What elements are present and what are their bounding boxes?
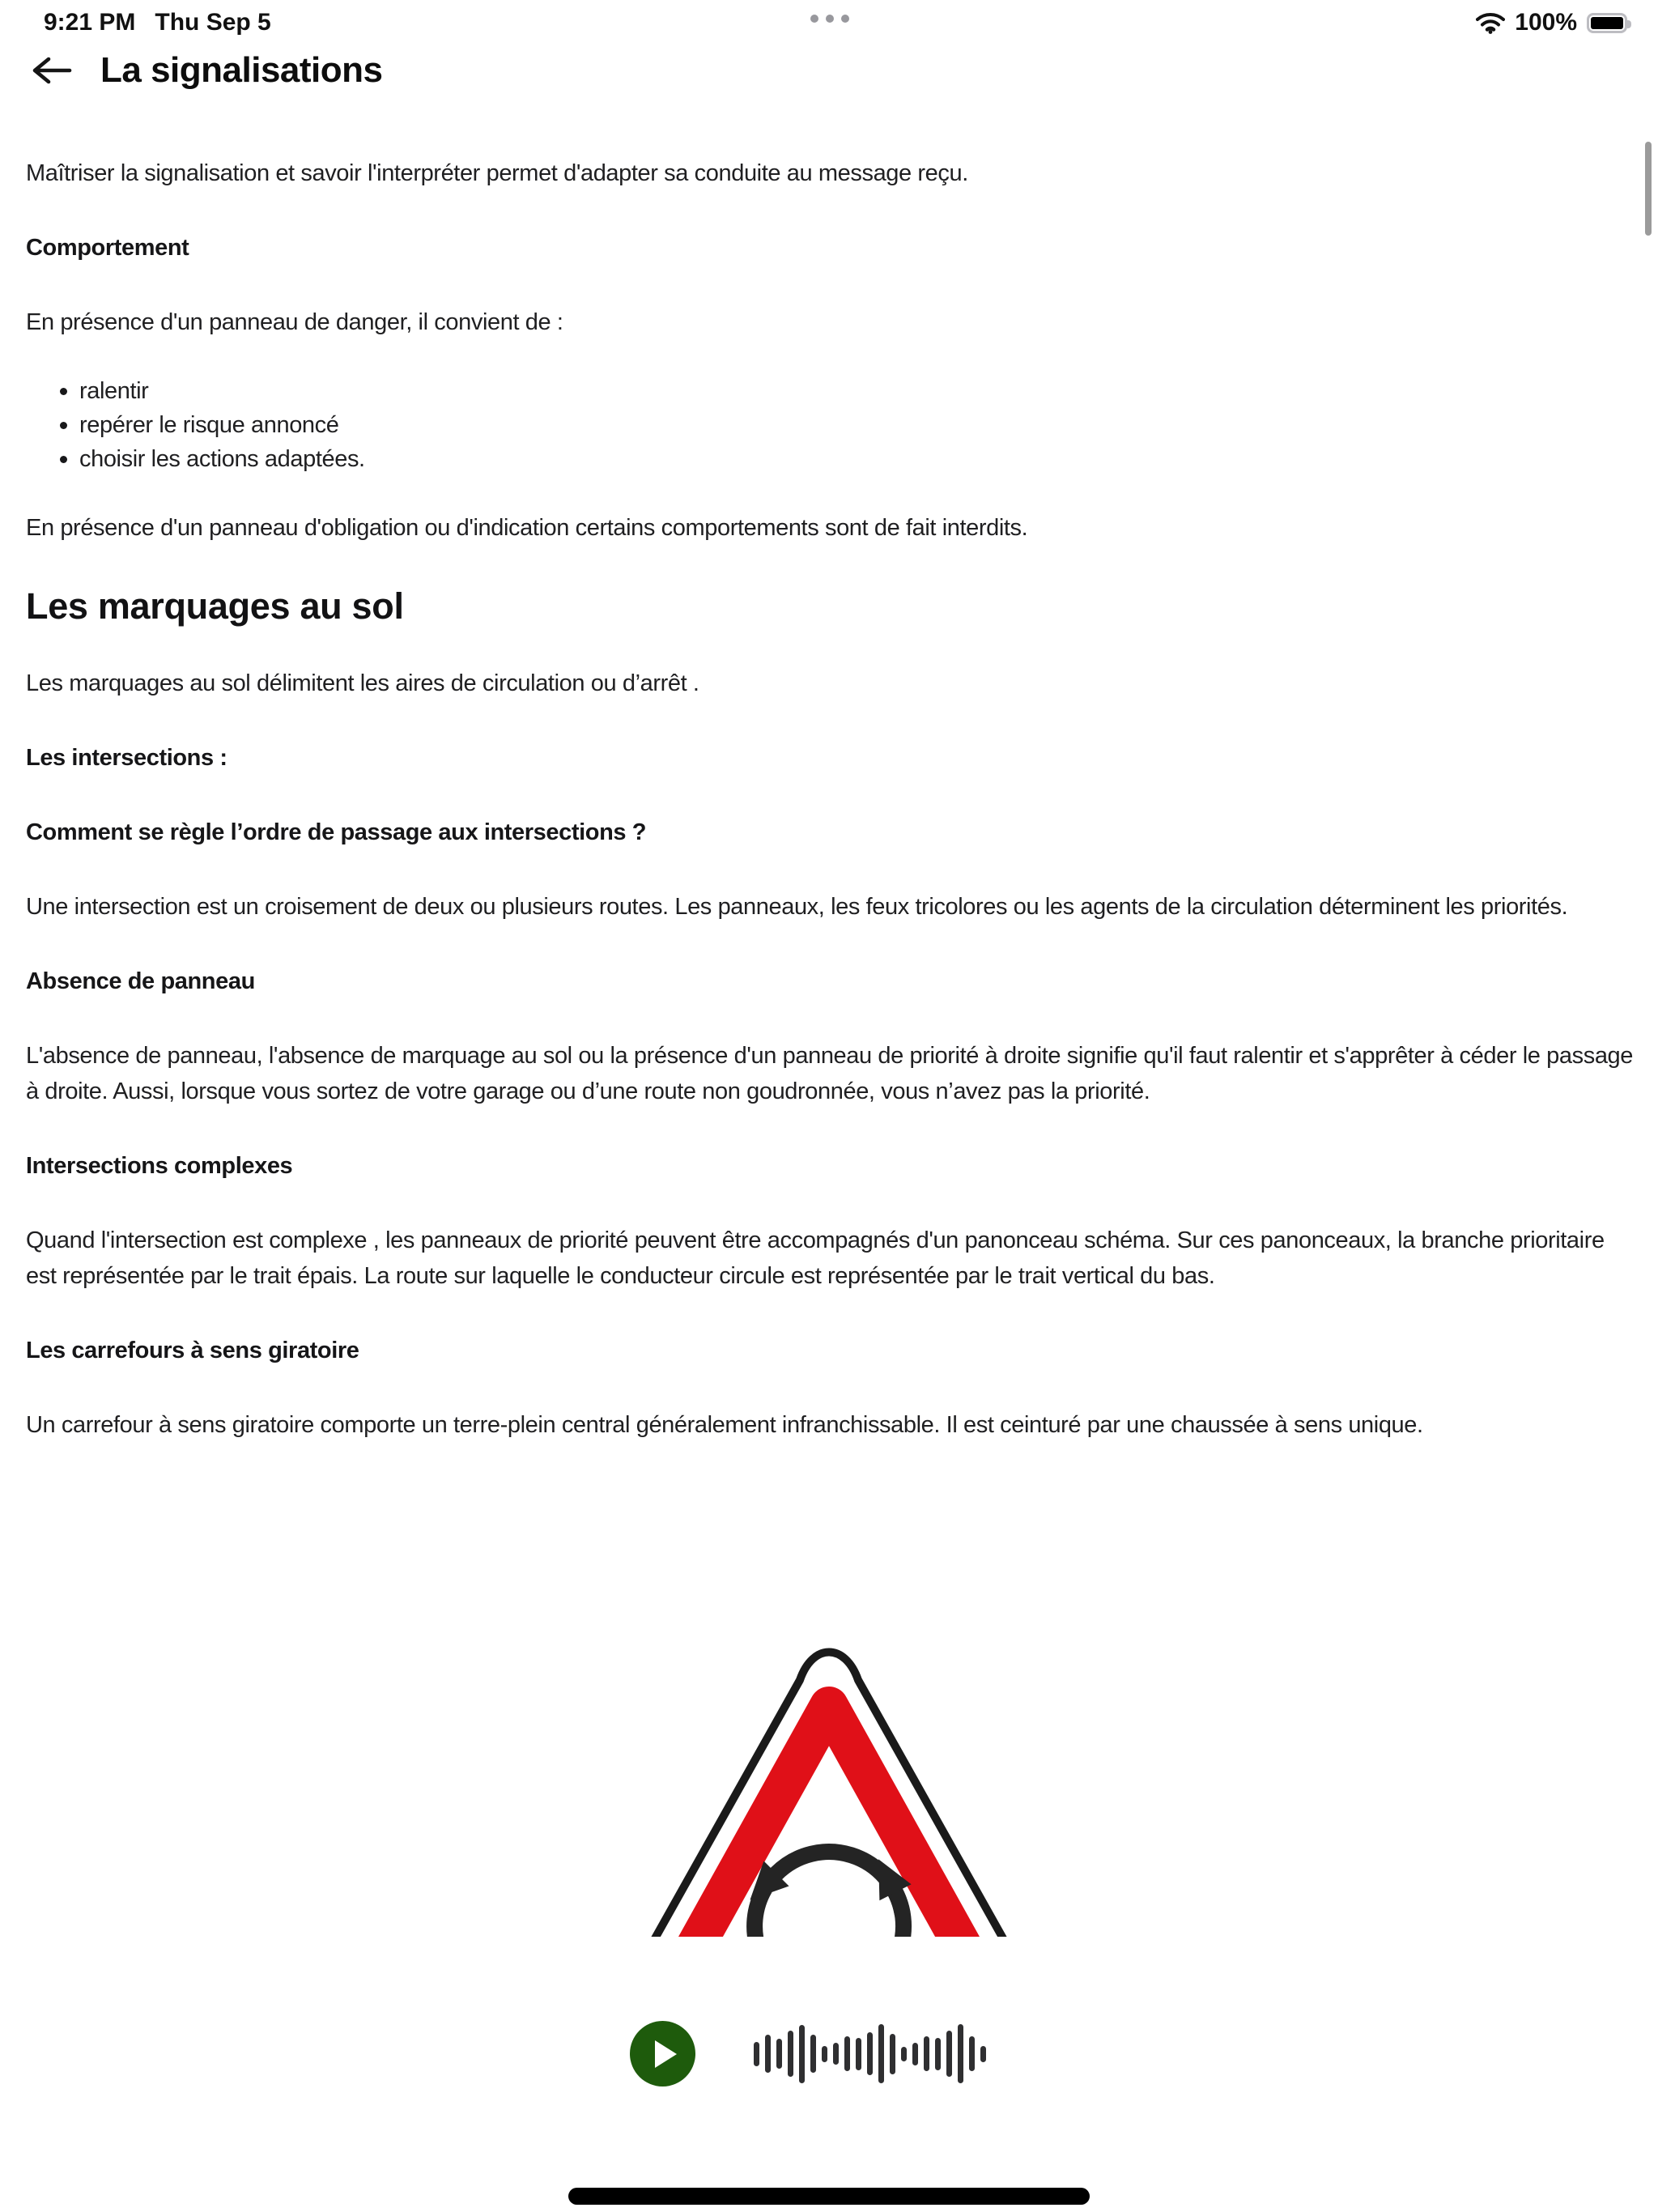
list-item-label: repérer le risque annoncé xyxy=(79,412,339,438)
waveform-bar xyxy=(844,2036,850,2071)
list-item-label: ralentir xyxy=(79,378,149,404)
paragraph-absence-panneau: L'absence de panneau, l'absence de marquage au sol ou la présence d'un panneau de priorité à droite signifie qu'il faut ralentir et s'apprêter à céder le passage à droite. Aussi, lorsque vous sortez de votre garage ou d’une route non goudronnée, vous n’avez pas la priorité. xyxy=(26,1043,1634,1104)
waveform-bar xyxy=(912,2043,918,2065)
heading-ordre-passage: Comment se règle l’ordre de passage aux intersections ? xyxy=(26,819,647,845)
paragraph-intersections-complexes: Quand l'intersection est complexe , les panneaux de priorité peuvent être accompagnés d'un panonceau schéma. Sur ces panonceaux, la branche prioritaire est représentée par le trait épais. La route sur laquelle le conducteur circule est représentée par le trait vertical du bas. xyxy=(26,1227,1605,1289)
article-body xyxy=(26,155,1635,1482)
list-item-label: choisir les actions adaptées. xyxy=(79,446,365,472)
back-arrow-icon xyxy=(29,53,74,88)
waveform-bar xyxy=(788,2031,793,2077)
waveform-bar xyxy=(878,2024,884,2083)
paragraph-intersection: Une intersection est un croisement de deux ou plusieurs routes. Les panneaux, les feux tricolores ou les agents de la circulation déterminent les priorités. xyxy=(26,894,1568,920)
bullet-dot xyxy=(60,422,67,429)
paragraph-obligation: En présence d'un panneau d'obligation ou d'indication certains comportements sont de fait interdits. xyxy=(26,515,1028,541)
waveform-bar xyxy=(946,2031,952,2077)
page-title: La signalisations xyxy=(100,50,383,90)
back-button[interactable] xyxy=(29,51,76,90)
list-item xyxy=(60,442,1635,476)
heading-marquages: Les marquages au sol xyxy=(26,585,404,627)
waveform-bar xyxy=(969,2036,975,2071)
scrollbar-thumb[interactable] xyxy=(1645,142,1652,236)
page-header xyxy=(29,50,382,91)
heading-carrefours-giratoire: Les carrefours à sens giratoire xyxy=(26,1338,359,1363)
waveform-bar xyxy=(856,2038,861,2070)
battery-percent-label: 100% xyxy=(1515,9,1577,36)
paragraph-marquages: Les marquages au sol délimitent les aires de circulation ou d’arrêt . xyxy=(26,670,699,696)
waveform-bar xyxy=(765,2035,771,2073)
waveform-bar xyxy=(980,2046,986,2062)
waveform-bar xyxy=(810,2035,816,2073)
multitasking-indicator[interactable] xyxy=(810,15,849,23)
waveform-bar xyxy=(958,2024,963,2083)
bullet-dot xyxy=(60,456,67,463)
waveform-bar xyxy=(867,2032,873,2075)
waveform-bar xyxy=(935,2038,941,2070)
battery-icon xyxy=(1587,13,1627,33)
heading-intersections: Les intersections : xyxy=(26,745,227,771)
warning-triangle-graphic xyxy=(619,1631,1039,1937)
waveform-bar xyxy=(833,2043,839,2065)
home-indicator[interactable] xyxy=(568,2188,1090,2205)
waveform-bar xyxy=(890,2034,895,2074)
heading-absence-panneau: Absence de panneau xyxy=(26,968,255,994)
waveform-bar xyxy=(776,2039,782,2069)
clock-label: 9:21 PM xyxy=(44,9,136,36)
wifi-icon xyxy=(1476,12,1505,34)
danger-bullet-list xyxy=(26,374,1635,476)
play-button[interactable] xyxy=(630,2021,695,2087)
waveform-bar xyxy=(901,2047,907,2061)
list-item xyxy=(60,374,1635,408)
heading-intersections-complexes: Intersections complexes xyxy=(26,1153,293,1179)
bullet-dot xyxy=(60,388,67,395)
roundabout-warning-sign-image xyxy=(619,1631,1039,1937)
waveform-bar xyxy=(799,2025,805,2083)
date-label: Thu Sep 5 xyxy=(155,9,271,36)
waveform-bar xyxy=(924,2036,929,2071)
waveform-bar xyxy=(754,2042,759,2066)
paragraph-intro: Maîtriser la signalisation et savoir l'interpréter permet d'adapter sa conduite au message reçu. xyxy=(26,160,968,186)
paragraph-danger-intro: En présence d'un panneau de danger, il convient de : xyxy=(26,309,563,335)
waveform-bar xyxy=(822,2046,827,2062)
audio-waveform[interactable] xyxy=(754,2021,986,2087)
play-icon xyxy=(655,2040,677,2068)
heading-comportement: Comportement xyxy=(26,235,189,261)
list-item xyxy=(60,408,1635,442)
paragraph-carrefour-giratoire: Un carrefour à sens giratoire comporte un terre-plein central généralement infranchissable. Il est ceinturé par une chaussée à sens unique. xyxy=(26,1412,1423,1438)
